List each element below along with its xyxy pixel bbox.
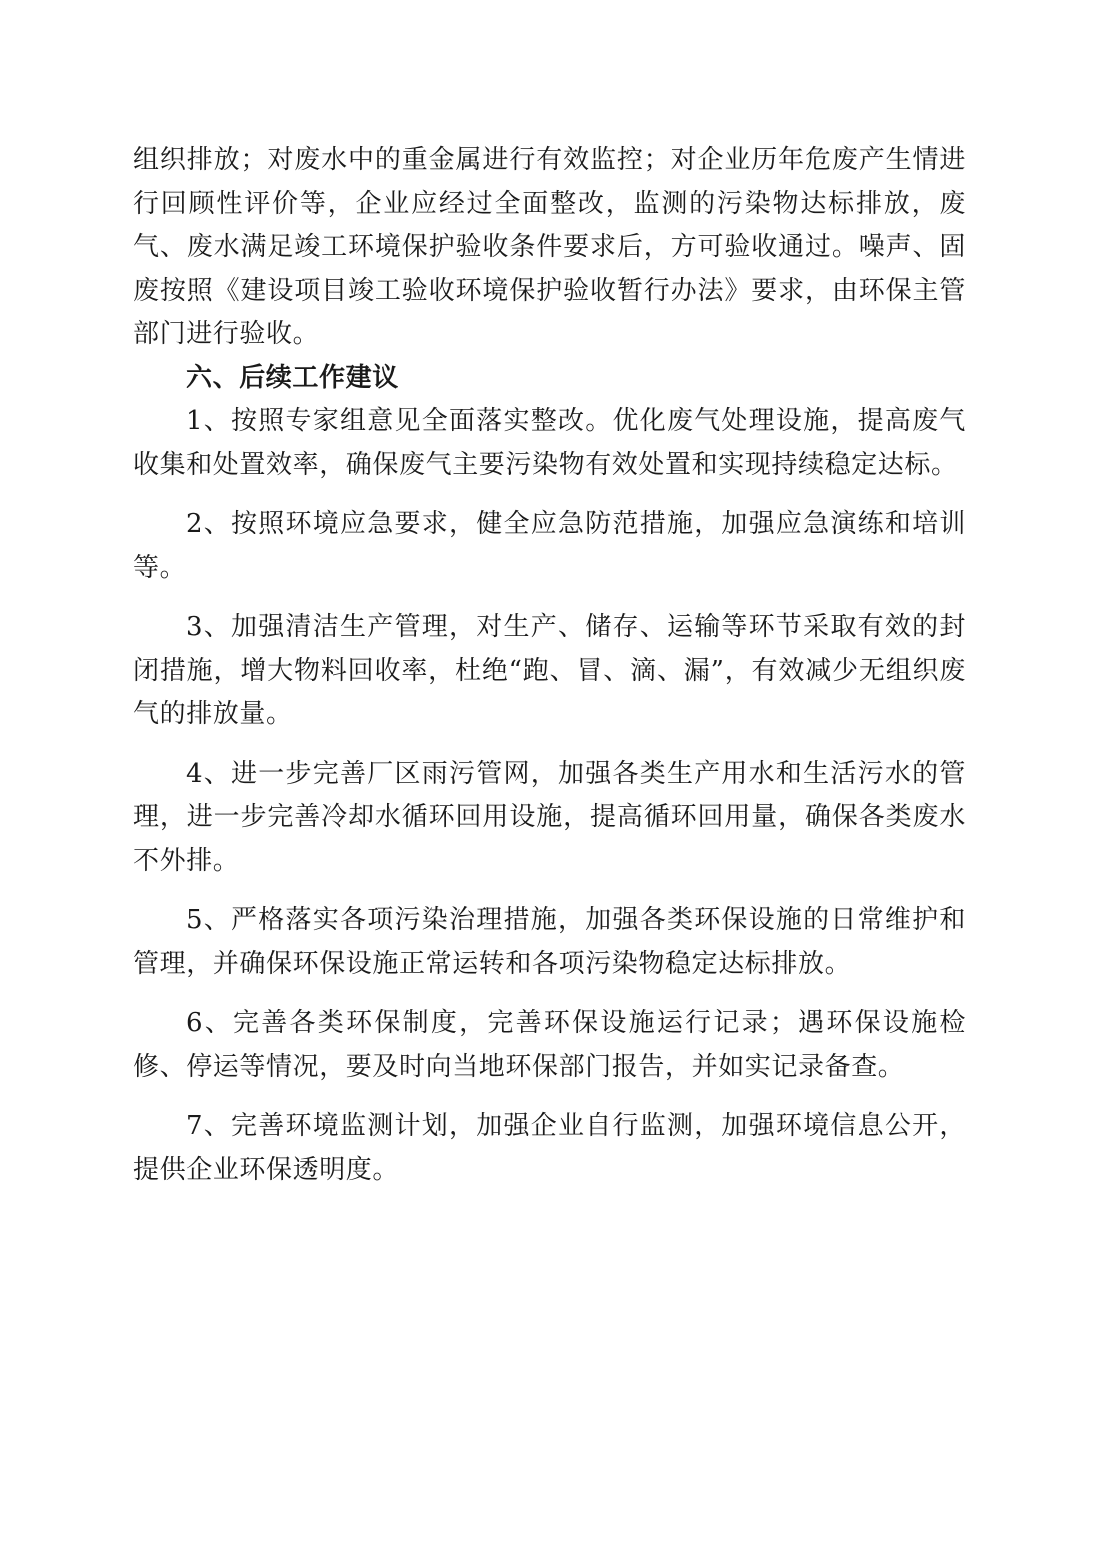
recommendation-item-1: 1、按照专家组意见全面落实整改。优化废气处理设施，提高废气收集和处置效率，确保废气主要污染物有效处置和实现持续稳定达标。 [133,406,966,480]
recommendation-item-3: 3、加强清洁生产管理，对生产、储存、运输等环节采取有效的封闭措施，增大物料回收率，杜绝“跑、冒、滴、漏”，有效减少无组织废气的排放量。 [133,612,966,729]
continuation-paragraph: 组织排放；对废水中的重金属进行有效监控；对企业历年危废产生情进行回顾性评价等，企业应经过全面整改，监测的污染物达标排放，废气、废水满足竣工环境保护验收条件要求后，方可验收通过。噪声、固废按照《建设项目竣工验收环境保护验收暂行办法》要求，由环保主管部门进行验收。 [133,145,966,349]
recommendation-item-6: 6、完善各类环保制度，完善环保设施运行记录；遇环保设施检修、停运等情况，要及时向当地环保部门报告，并如实记录备查。 [133,1008,966,1082]
recommendation-item-2: 2、按照环境应急要求，健全应急防范措施，加强应急演练和培训等。 [133,509,966,583]
recommendation-item-4: 4、进一步完善厂区雨污管网，加强各类生产用水和生活污水的管理，进一步完善冷却水循环回用设施，提高循环回用量，确保各类废水不外排。 [133,758,966,876]
recommendation-item-7: 7、完善环境监测计划，加强企业自行监测，加强环境信息公开，提供企业环保透明度。 [133,1111,966,1185]
section-heading: 六、后续工作建议 [186,362,399,393]
document-body [133,139,966,1192]
recommendation-item-5: 5、严格落实各项污染治理措施，加强各类环保设施的日常维护和管理，并确保环保设施正常运转和各项污染物稳定达标排放。 [133,905,966,979]
